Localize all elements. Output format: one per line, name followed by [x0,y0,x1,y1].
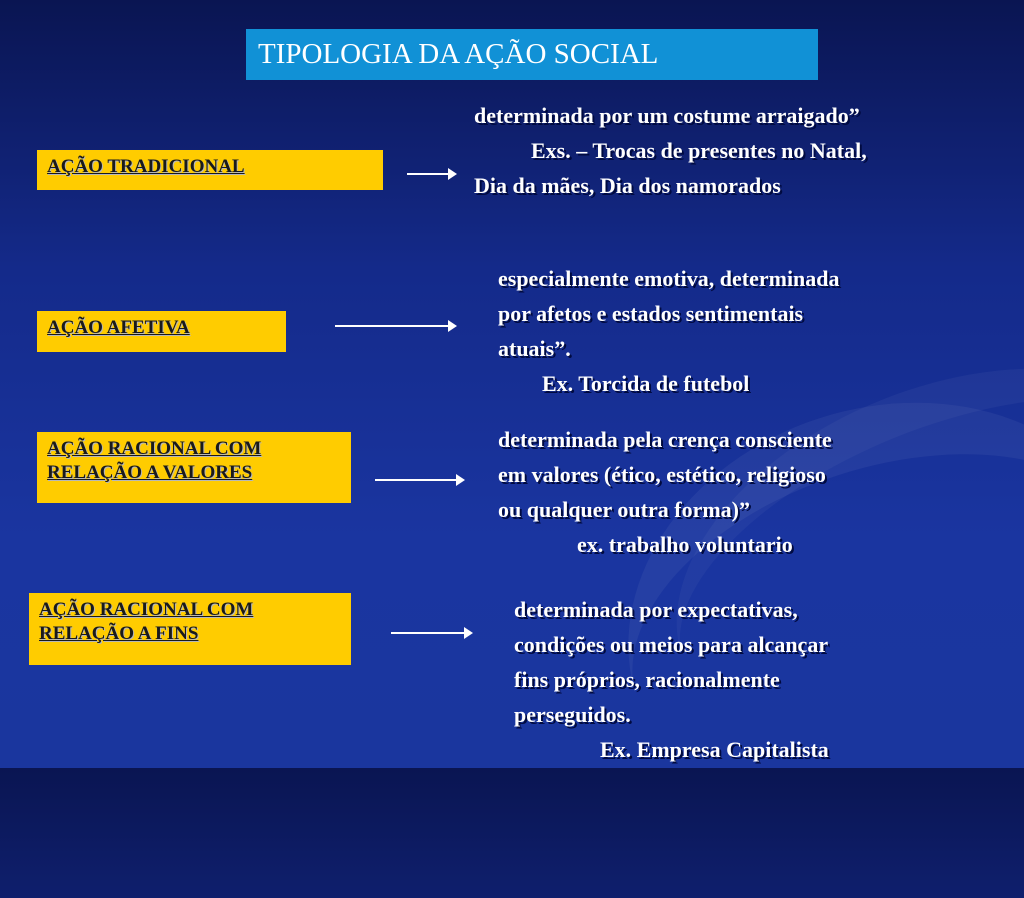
label-line: RELAÇÃO A FINS [39,623,199,644]
desc-line: atuais”. [498,336,571,361]
label-acao-afetiva [37,311,286,352]
desc-acao-afetiva [498,261,840,401]
desc-line: Dia da mães, Dia dos namorados [474,173,781,198]
desc-line: ou qualquer outra forma)” [498,497,750,522]
label-line: AÇÃO RACIONAL COM [47,438,262,459]
label-acao-racional-valores [37,432,351,503]
arrow-icon [335,325,455,327]
desc-line: determinada por expectativas, [514,597,798,622]
desc-line: Ex. Torcida de futebol [542,371,750,396]
desc-line: em valores (ético, estético, religioso [498,462,826,487]
desc-line: por afetos e estados sentimentais [498,301,804,326]
desc-line: ex. trabalho voluntario [577,532,793,557]
desc-line: especialmente emotiva, determinada [498,266,840,291]
arrow-icon [375,479,463,481]
desc-acao-tradicional [474,98,867,203]
label-acao-tradicional [37,150,383,190]
desc-acao-racional-valores [498,422,832,562]
label-line: AÇÃO RACIONAL COM [39,599,254,620]
desc-line: determinada pela crença consciente [498,427,832,452]
desc-line: perseguidos. [514,702,631,727]
slide-title: TIPOLOGIA DA AÇÃO SOCIAL [246,29,818,80]
label-line: AÇÃO AFETIVA [47,317,190,338]
desc-line: determinada por um costume arraigado” [474,103,860,128]
desc-acao-racional-fins [514,592,829,767]
label-line: RELAÇÃO A VALORES [47,462,253,483]
desc-line: condições ou meios para alcançar [514,632,829,657]
arrow-icon [391,632,471,634]
desc-line: Ex. Empresa Capitalista [600,737,829,762]
label-line: AÇÃO TRADICIONAL [47,156,245,177]
label-acao-racional-fins [29,593,351,665]
desc-line: Exs. – Trocas de presentes no Natal, [531,138,867,163]
arrow-icon [407,173,455,175]
desc-line: fins próprios, racionalmente [514,667,780,692]
